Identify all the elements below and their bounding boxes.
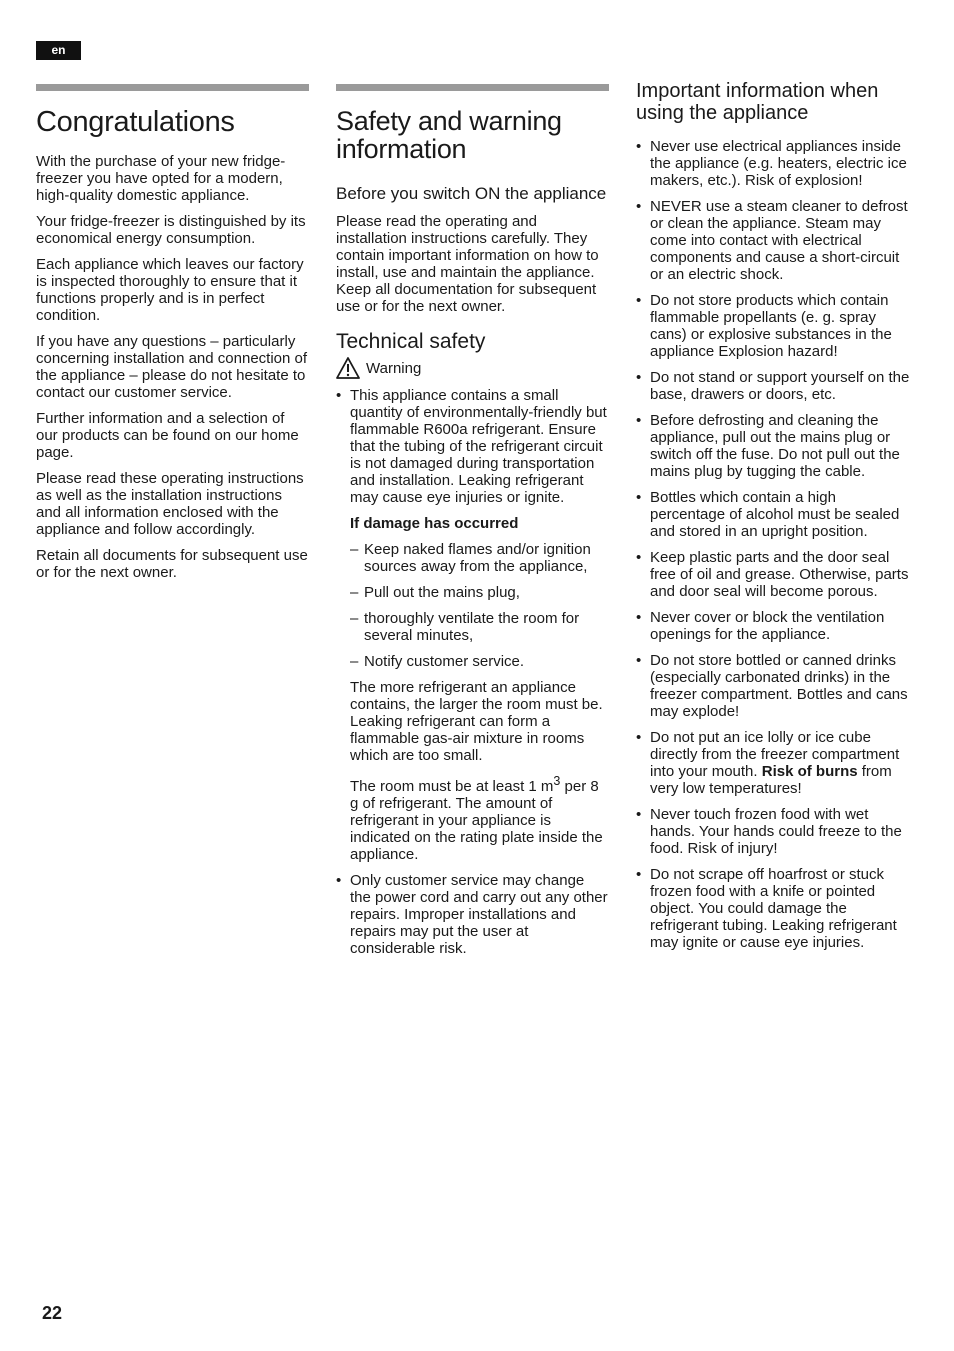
page-number: 22 [42,1303,63,1323]
bullet-text: Do not store bottled or canned drinks (especially carbonated drinks) in the freezer compartment. Bottles and cans may explode! [650,652,908,720]
bullet-text: This appliance contains a small quantity of environmentally-friendly but flammable R600a refrigerant. Ensure that the tubing of the refrigerant circuit is not damaged during transportation and installation. Leaking refrigerant may cause eye injuries or ignite. [350,387,607,506]
list-item [636,806,911,857]
paragraph: Your fridge-freezer is distinguished by its economical energy consumption. [36,213,306,247]
bullet-marker: • [636,609,642,626]
list-item [350,584,609,601]
bullet-text: Keep plastic parts and the door seal free of oil and grease. Otherwise, parts and door seal will become porous. [650,549,909,600]
list-item [350,653,609,670]
congratulations-title: Congratulations [36,106,235,138]
bullet-text: Do not put an ice lolly or ice cube directly from the freezer compartment into your mouth. Risk of burns from very low temperatures! [650,729,900,797]
dash-marker: – [350,653,359,670]
bullet-marker: • [636,549,642,566]
list-item [636,652,911,720]
before-switch-on-text: Please read the operating and installation instructions carefully. They contain important information on how to install, use and maintain the appliance. Keep all documentation for subsequent use or for the next owner. [336,213,599,315]
bullet-text: NEVER use a steam cleaner to defrost or clean the appliance. Steam may come into contact with electrical components and cause a short-circuit or an electric shock. [650,198,908,283]
section-rule [36,84,309,91]
list-item [336,387,609,506]
bullet-text: Before defrosting and cleaning the appliance, pull out the mains plug or switch off the fuse. Do not pull out the mains plug by tugging the cable. [650,412,900,480]
bullet-marker: • [636,412,642,429]
list-item [336,872,609,957]
list-item [636,866,911,951]
bullet-marker: • [336,872,342,889]
paragraph: Each appliance which leaves our factory is inspected thoroughly to ensure that it functions properly and is in perfect condition. [36,256,304,324]
paragraph: With the purchase of your new fridge-freezer you have opted for a modern, high-quality domestic appliance. [36,153,286,204]
list-item [636,198,911,283]
bullet-marker: • [636,369,642,386]
bullet-marker: • [636,866,642,883]
list-item [636,412,911,480]
important-info-column [636,80,911,960]
refrigerant-text: The more refrigerant an appliance contains, the larger the room must be. Leaking refrigerant can form a flammable gas-air mixture in rooms which are too small. [350,679,603,764]
safety-title: Safety and warning information [336,106,562,164]
list-item [350,610,609,644]
bullet-marker: • [636,292,642,309]
list-item [636,729,911,797]
bullet-text: Bottles which contain a high percentage of alcohol must be sealed and stored in an upright position. [650,489,900,540]
technical-safety-heading: Technical safety [336,330,486,353]
paragraph: Retain all documents for subsequent use or for the next owner. [36,547,308,581]
dash-marker: – [350,584,359,601]
list-item [350,541,609,575]
dash-text: Pull out the mains plug, [364,584,520,601]
dash-marker: – [350,610,359,627]
dash-marker: – [350,541,359,558]
bullet-marker: • [636,652,642,669]
paragraph: Further information and a selection of our products can be found on our home page. [36,410,299,461]
list-item [636,369,911,403]
dash-text: thoroughly ventilate the room for several minutes, [364,610,580,644]
important-info-title: Important information when using the appliance [636,80,879,124]
warning-line [336,357,609,379]
bullet-marker: • [636,489,642,506]
warning-label: Warning [366,360,422,377]
list-item [636,138,911,189]
warning-triangle-icon [336,357,360,379]
list-item [636,292,911,360]
paragraph: Please read these operating instructions as well as the installation instructions and all information enclosed with the appliance and follow accordingly. [36,470,304,538]
dash-text: Notify customer service. [364,653,525,670]
bullet-marker: • [636,138,642,155]
bullet-text: Never use electrical appliances inside the appliance (e.g. heaters, electric ice makers, etc.). Risk of explosion! [650,138,907,189]
bullet-text: Never cover or block the ventilation openings for the appliance. [650,609,885,643]
bullet-text: Only customer service may change the power cord and carry out any other repairs. Improper installations and repairs may put the user at considerable risk. [350,872,608,957]
paragraph: If you have any questions – particularly concerning installation and connection of the appliance – please do not hesitate to contact our customer service. [36,333,308,401]
room-size-text: The room must be at least 1 $m^3$ per 8 g of refrigerant. The amount of refrigerant in your appliance is indicated on the rating plate inside the appliance. [350,774,603,863]
bullet-marker: • [636,198,642,215]
bullet-text: Do not store products which contain flammable propellants (e. g. spray cans) or explosive substances in the appliance Explosion hazard! [650,292,892,360]
safety-column [336,84,609,966]
bullet-marker: • [636,729,642,746]
bullet-text: Never touch frozen food with wet hands. Your hands could freeze to the food. Risk of injury! [650,806,902,857]
bullet-marker: • [336,387,342,404]
bullet-text: Do not scrape off hoarfrost or stuck frozen food with a knife or pointed object. You could damage the refrigerant tubing. Leaking refrigerant may ignite or cause eye injuries. [650,866,897,951]
list-item [636,549,911,600]
bullet-marker: • [636,806,642,823]
list-item [636,489,911,540]
language-tag: en [36,41,81,60]
bullet-text: Do not stand or support yourself on the base, drawers or doors, etc. [650,369,910,403]
before-switch-on-heading: Before you switch ON the appliance [336,184,607,203]
list-item [636,609,911,643]
damage-heading: If damage has occurred [350,515,519,532]
dash-text: Keep naked flames and/or ignition sources away from the appliance, [364,541,591,575]
section-rule [336,84,609,91]
risk-of-burns-emphasis: Risk of burns [761,763,858,780]
congratulations-column [36,84,309,590]
